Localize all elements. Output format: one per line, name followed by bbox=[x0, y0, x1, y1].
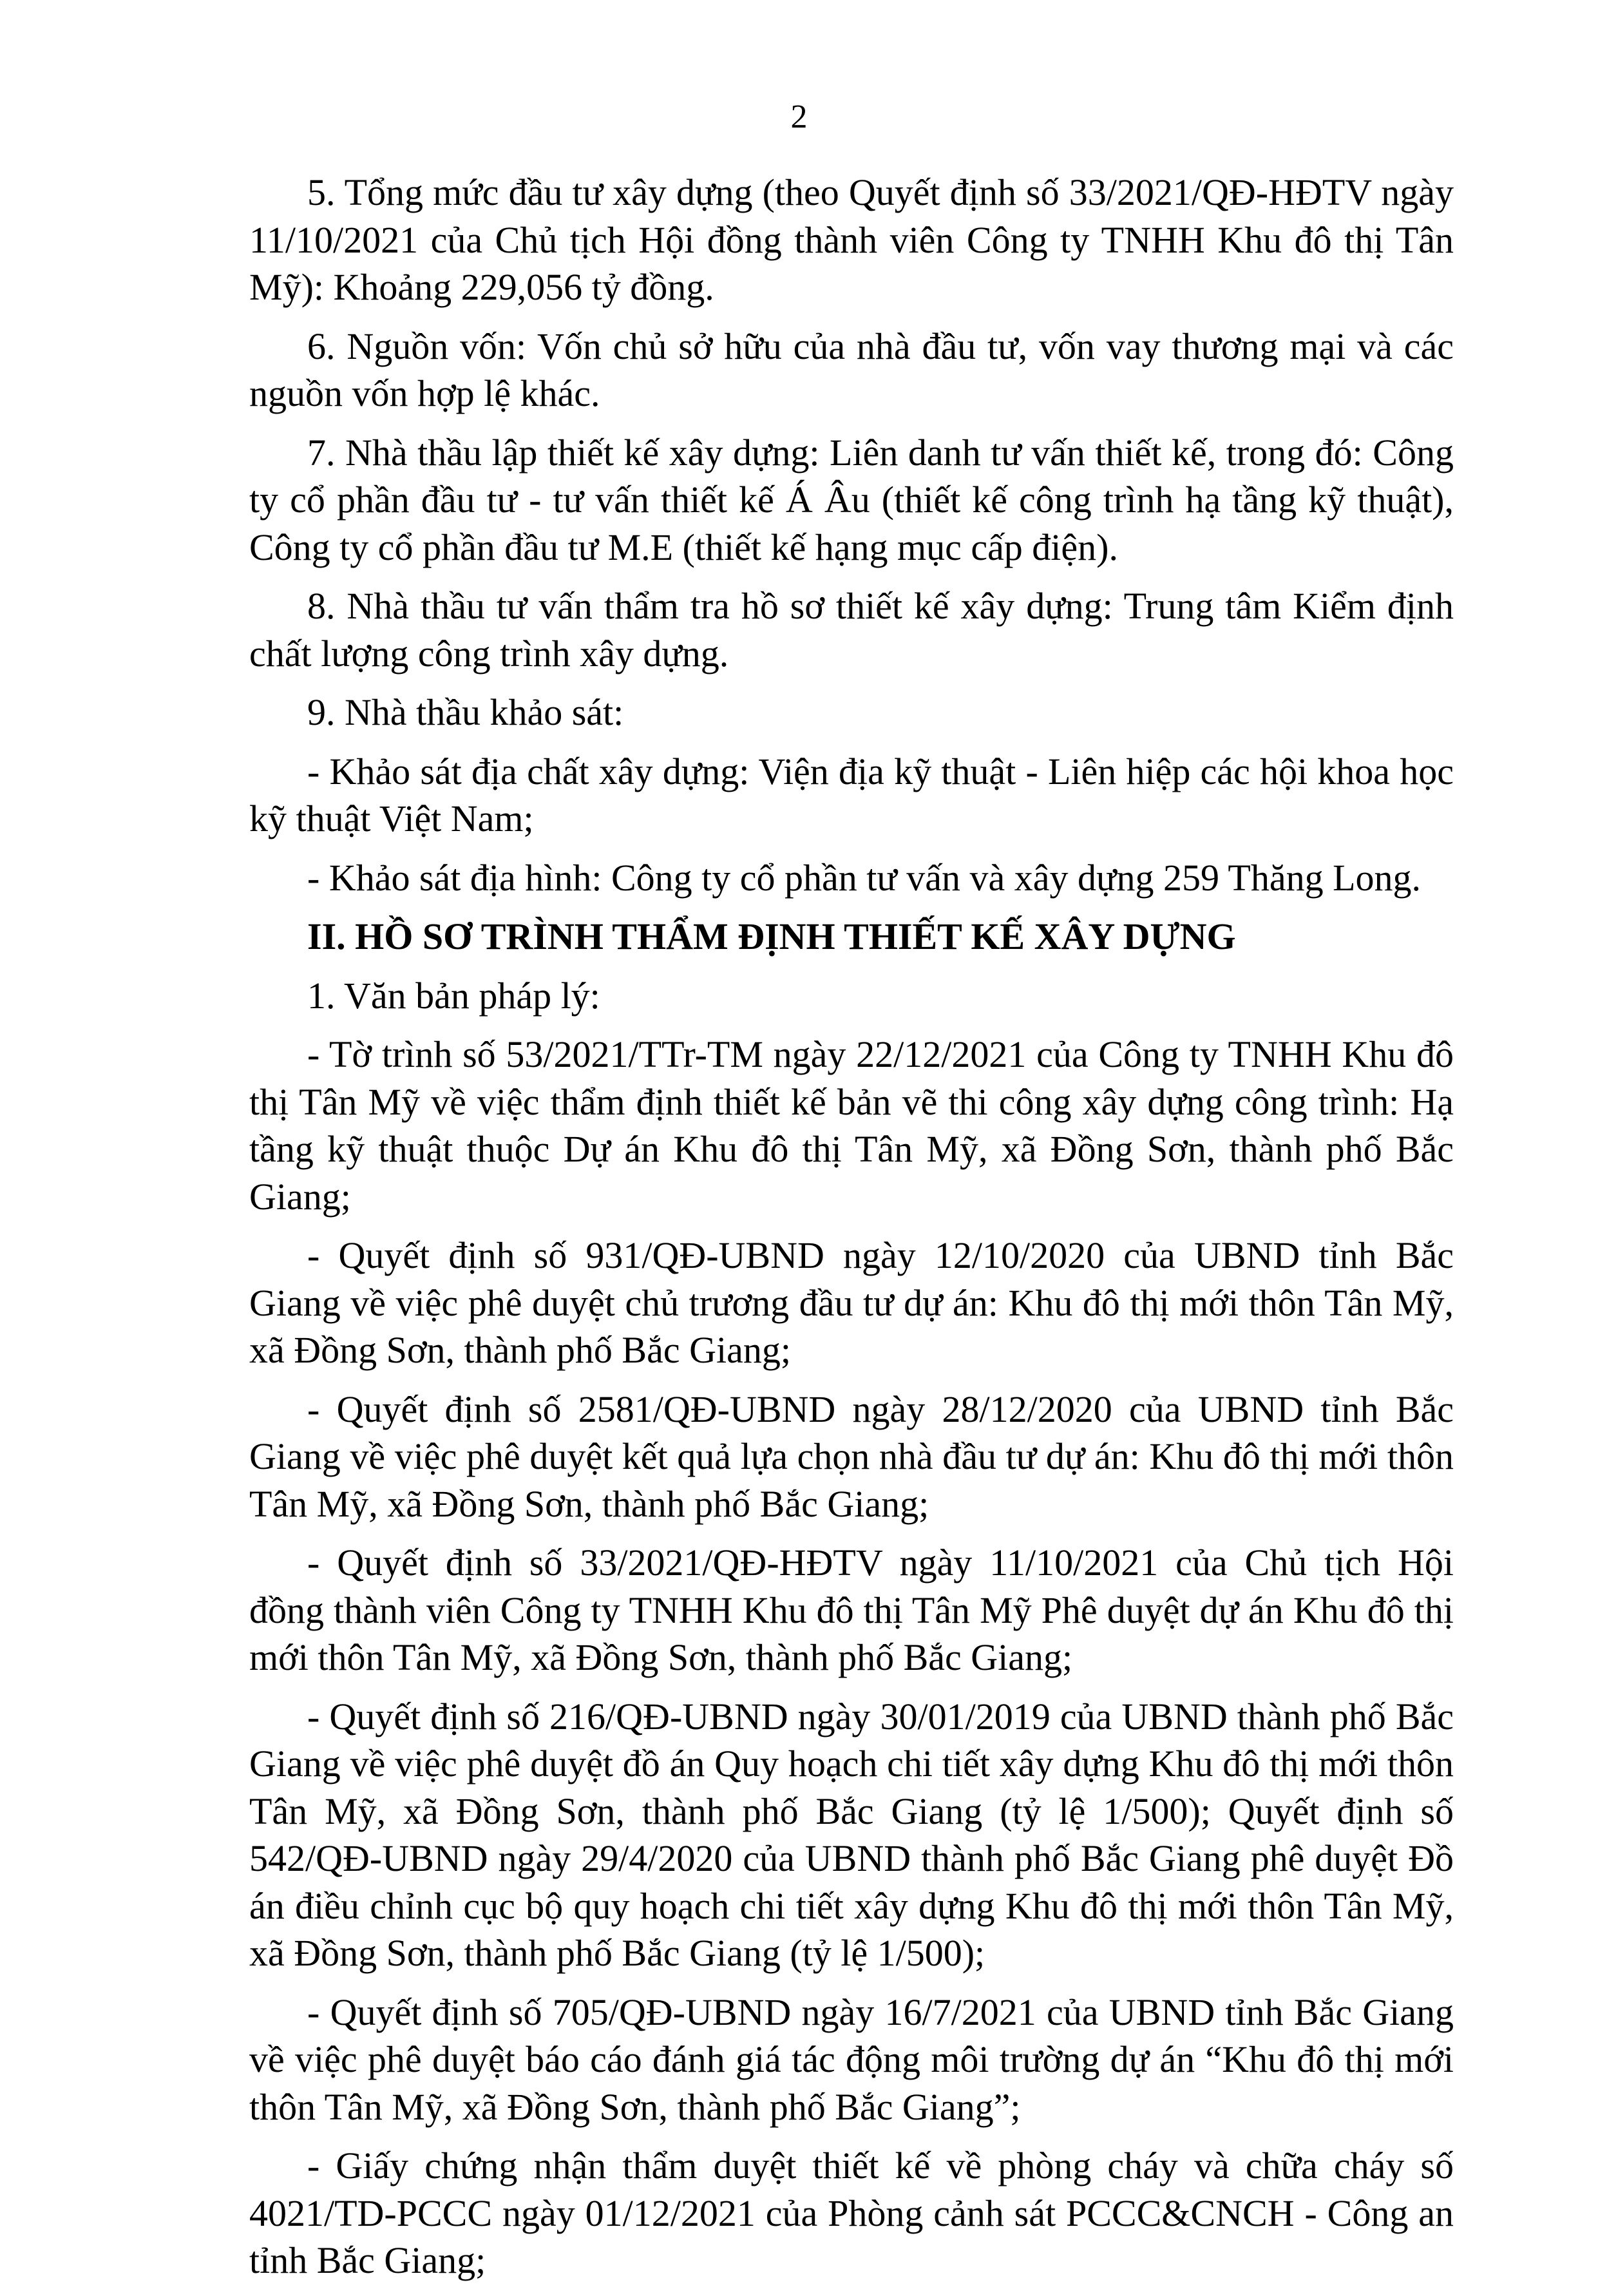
paragraph-verification-contractor: 8. Nhà thầu tư vấn thẩm tra hồ sơ thiết kế xây dựng: Trung tâm Kiểm định chất lượng công trình xây dựng. bbox=[249, 585, 1454, 674]
paragraph-decision-705: - Quyết định số 705/QĐ-UBND ngày 16/7/2021 của UBND tỉnh Bắc Giang về việc phê duyệt báo cáo đánh giá tác động môi trường dự án “Khu đô thị mới thôn Tân Mỹ, xã Đồng Sơn, thành phố Bắc Giang”; bbox=[249, 1991, 1454, 2128]
paragraph-design-contractor: 7. Nhà thầu lập thiết kế xây dựng: Liên danh tư vấn thiết kế, trong đó: Công ty cổ phần đầu tư - tư vấn thiết kế Á Âu (thiết kế công trình hạ tầng kỹ thuật), Công ty cổ phần đầu tư M.E (thiết kế hạng mục cấp điện). bbox=[249, 431, 1454, 568]
paragraph-decision-33: - Quyết định số 33/2021/QĐ-HĐTV ngày 11/10/2021 của Chủ tịch Hội đồng thành viên Công ty TNHH Khu đô thị Tân Mỹ Phê duyệt dự án Khu đô thị mới thôn Tân Mỹ, xã Đồng Sơn, thành phố Bắc Giang; bbox=[249, 1542, 1454, 1678]
paragraph-submission: - Tờ trình số 53/2021/TTr-TM ngày 22/12/2021 của Công ty TNHH Khu đô thị Tân Mỹ về việc thẩm định thiết kế bản vẽ thi công xây dựng công trình: Hạ tầng kỹ thuật thuộc Dự án Khu đô thị Tân Mỹ, xã Đồng Sơn, thành phố Bắc Giang; bbox=[249, 1033, 1454, 1218]
page-number: 2 bbox=[790, 99, 808, 135]
paragraph-survey-contractor: 9. Nhà thầu khảo sát: bbox=[307, 691, 624, 733]
paragraph-decision-931: - Quyết định số 931/QĐ-UBND ngày 12/10/2020 của UBND tỉnh Bắc Giang về việc phê duyệt chủ trương đầu tư dự án: Khu đô thị mới thôn Tân Mỹ, xã Đồng Sơn, thành phố Bắc Giang; bbox=[249, 1234, 1454, 1371]
paragraph-capital-source: 6. Nguồn vốn: Vốn chủ sở hữu của nhà đầu tư, vốn vay thương mại và các nguồn vốn hợp lệ khác. bbox=[249, 325, 1454, 414]
paragraph-topographic-survey: - Khảo sát địa hình: Công ty cổ phần tư vấn và xây dựng 259 Thăng Long. bbox=[307, 856, 1422, 899]
section-heading: II. HỒ SƠ TRÌNH THẨM ĐỊNH THIẾT KẾ XÂY DỰNG bbox=[307, 915, 1236, 957]
paragraph-decision-2581: - Quyết định số 2581/QĐ-UBND ngày 28/12/2020 của UBND tỉnh Bắc Giang về việc phê duyệt kết quả lựa chọn nhà đầu tư dự án: Khu đô thị mới thôn Tân Mỹ, xã Đồng Sơn, thành phố Bắc Giang; bbox=[249, 1388, 1454, 1525]
document-body bbox=[249, 169, 1454, 2296]
paragraph-legal-documents: 1. Văn bản pháp lý: bbox=[307, 974, 600, 1017]
paragraph-geological-survey: - Khảo sát địa chất xây dựng: Viện địa kỹ thuật - Liên hiệp các hội khoa học kỹ thuật Việt Nam; bbox=[249, 750, 1454, 839]
paragraph-decision-216: - Quyết định số 216/QĐ-UBND ngày 30/01/2019 của UBND thành phố Bắc Giang về việc phê duyệt đồ án Quy hoạch chi tiết xây dựng Khu đô thị mới thôn Tân Mỹ, xã Đồng Sơn, thành phố Bắc Giang (tỷ lệ 1/500); Quyết định số 542/QĐ-UBND ngày 29/4/2020 của UBND thành phố Bắc Giang phê duyệt Đồ án điều chỉnh cục bộ quy hoạch chi tiết xây dựng Khu đô thị mới thôn Tân Mỹ, xã Đồng Sơn, thành phố Bắc Giang (tỷ lệ 1/500); bbox=[249, 1695, 1454, 1974]
paragraph-total-investment: 5. Tổng mức đầu tư xây dựng (theo Quyết định số 33/2021/QĐ-HĐTV ngày 11/10/2021 của Chủ tịch Hội đồng thành viên Công ty TNHH Khu đô thị Tân Mỹ): Khoảng 229,056 tỷ đồng. bbox=[249, 171, 1454, 308]
paragraph-fire-certificate: - Giấy chứng nhận thẩm duyệt thiết kế về phòng cháy và chữa cháy số 4021/TD-PCCC ngày 01/12/2021 của Phòng cảnh sát PCCC&CNCH - Công an tỉnh Bắc Giang; bbox=[249, 2145, 1454, 2281]
